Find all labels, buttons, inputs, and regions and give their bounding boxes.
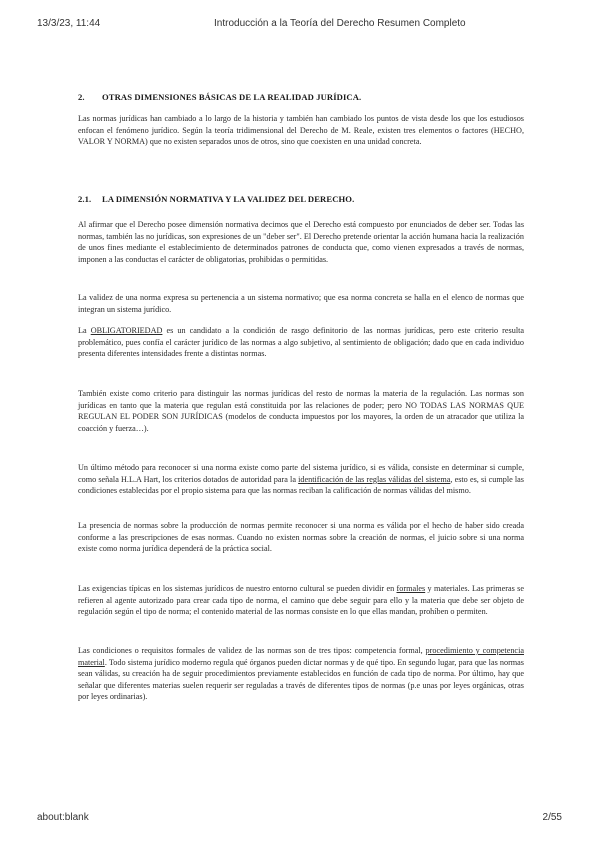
- page-number: 2/55: [542, 812, 562, 823]
- page-header: [0, 18, 599, 34]
- text-run: La: [78, 326, 91, 335]
- underlined-term: procedimiento y competencia material: [78, 646, 524, 667]
- page-footer: [0, 812, 599, 828]
- subsection-title: LA DIMENSIÓN NORMATIVA Y LA VALIDEZ DEL DERECHO.: [102, 194, 355, 204]
- paragraph: La validez de una norma expresa su pertenencia a un sistema normativo; que esa norma concreta se halla en el elenco de normas que integran un sistema jurídico.: [78, 293, 524, 314]
- header-datetime: 13/3/23, 11:44: [37, 18, 101, 29]
- paragraph: [78, 325, 524, 360]
- paragraph: [78, 462, 524, 497]
- text-run: Las condiciones o requisitos formales de validez de las normas son de tres tipos: competencia formal,: [78, 646, 426, 655]
- text-run: . Todo sistema jurídico moderno regula qué órganos pueden dictar normas y de qué tipo. En segundo lugar, para que las normas sean válidas, su creación ha de seguir procedimientos previamente establecidos en función de cada tipo de norma. Por último, hay que señalar que diferentes materias suelen requerir ser reguladas a través de diferentes tipos de normas (p.e unas por leyes orgánicas, otras por leyes ordinarias).: [78, 657, 524, 702]
- underlined-term: identificación de las reglas válidas del sistema: [298, 474, 451, 484]
- paragraph: [78, 645, 524, 703]
- subsection-heading: [78, 194, 354, 204]
- paragraph: [78, 583, 524, 618]
- text-run: es un candidato a la condición de rasgo definitorio de las normas jurídicas, pero este criterio resulta problemático, pues confía el carácter jurídico de las normas a algo subjetivo, al sentimiento de obligación; dado que en cada individuo presenta diferentes intensidades frente a distintas normas.: [78, 326, 525, 359]
- paragraph: Las normas jurídicas han cambiado a lo largo de la historia y también han cambiado los puntos de vista desde los que los estudiosos enfocan el fenómeno jurídico. Según la teoría tridimensional del Derecho de M. Reale, existen tres elementos o factores (HECHO, VALOR Y NORMA) que no existen separados unos de otros, sino que coexisten en una unidad concreta.: [78, 114, 524, 147]
- underlined-term: OBLIGATORIEDAD: [90, 326, 163, 335]
- section-heading: [78, 92, 361, 102]
- paragraph: La presencia de normas sobre la producción de normas permite reconocer si una norma es válida por el hecho de haber sido creada conforme a las prescripciones de esas normas. Cuando no existen normas sobre la creación de normas, el juicio sobre si una norma existe como norma jurídica dependerá de la práctica social.: [78, 521, 524, 554]
- text-run: Las exigencias típicas en los sistemas jurídicos de nuestro entorno cultural se pueden dividir en: [78, 584, 397, 593]
- text-run: y materiales. Las primeras se refieren al agente autorizado para crear cada tipo de norma, el camino que debe seguir para ello y la materia que debe ser objeto de regulación según el tipo de norma; el contenido material de las normas consiste en lo que ellas mandan, prohíben o permiten.: [78, 584, 524, 617]
- section-title: OTRAS DIMENSIONES BÁSICAS DE LA REALIDAD JURÍDICA.: [102, 92, 362, 102]
- section-number: 2.: [78, 92, 85, 102]
- underlined-term: formales: [396, 584, 426, 593]
- text-run: (modelos de conducta impuestos por los mayores, la orden de un atracador que utiliza la coacción y fuerza…).: [78, 412, 524, 433]
- text-run: , esto es, si cumple las condiciones establecidas por el propio sistema para que las normas reciban la calificación de normas válidas del mismo.: [78, 474, 524, 496]
- text-run: También existe como criterio para distinguir las normas jurídicas del resto de normas la materia de la regulación. Las normas son jurídicas en tanto que la materia que regulan está constituida por las relaciones de poder; pero: [78, 389, 524, 410]
- paragraph: [78, 388, 524, 434]
- footer-url: about:blank: [37, 812, 89, 823]
- header-title: Introducción a la Teoría del Derecho Resumen Completo: [214, 18, 466, 29]
- emphasized-text: NO TODAS LAS NORMAS QUE REGULAN EL PODER SON JURÍDICAS: [78, 400, 524, 422]
- paragraph: Al afirmar que el Derecho posee dimensión normativa decimos que el Derecho está compuesto por enunciados de deber ser. Todas las normas, también las no jurídicas, son expresiones de un "deber ser". El Derecho pretende orientar la acción humana hacia la realización de unos fines mediante el establecimiento de determinados patrones de conducta que, como vienen expresados a través de normas, imponen a las conductas el carácter de obligatorias, prohibidas o permitidas.: [78, 220, 524, 264]
- subsection-number: 2.1.: [78, 194, 92, 204]
- text-run: Un último método para reconocer si una norma existe como parte del sistema jurídico, si es válida, consiste en determinar si cumple, como señala H.L.A Hart, los criterios dotados de autoridad para la: [78, 463, 524, 484]
